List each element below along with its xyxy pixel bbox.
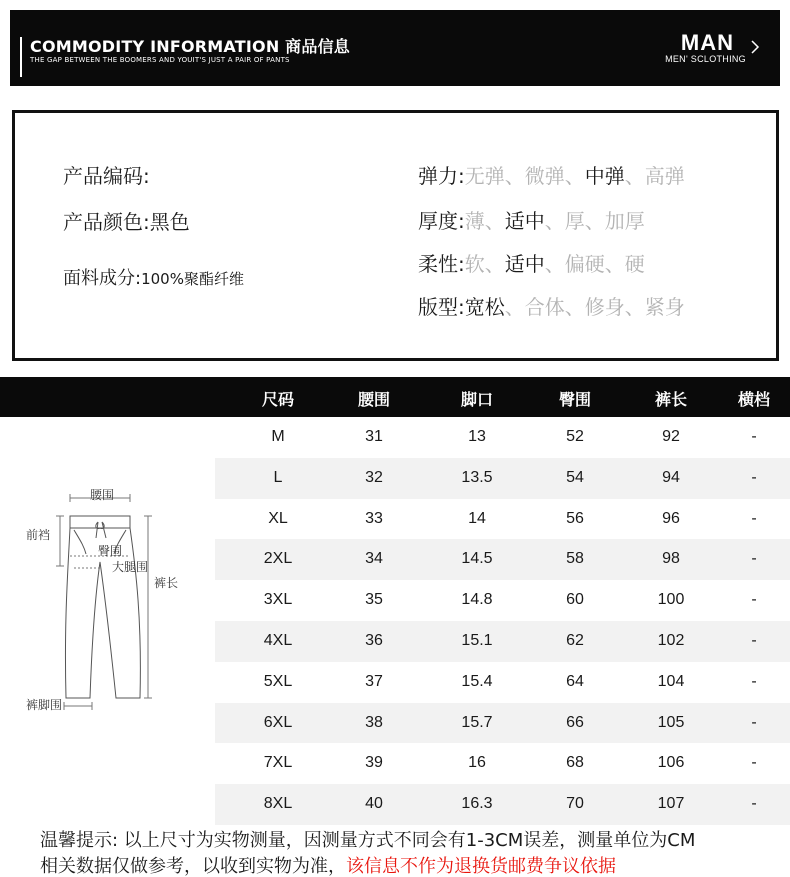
table-row: [215, 539, 790, 580]
elasticity: [418, 160, 685, 189]
note-line-1: 温馨提示: 以上尺寸为实物测量，因测量方式不同会有1-3CM误差，测量单位为CM: [40, 830, 696, 851]
table-cell: 92: [662, 428, 680, 445]
table-cell: 13.5: [461, 468, 493, 486]
table-cell: 15.7: [461, 713, 493, 731]
table-cell: -: [751, 509, 757, 527]
table-cell: 16: [468, 754, 486, 772]
table-cell: -: [751, 672, 757, 690]
elasticity-selected: 中弹: [584, 164, 625, 188]
table-cell: 14: [468, 509, 486, 527]
chevron-right-icon: [750, 40, 760, 54]
table-cell: 4XL: [263, 631, 293, 649]
table-cell: 105: [657, 713, 685, 731]
product-color-label: 产品颜色:: [63, 210, 150, 234]
table-cell: 14.5: [461, 550, 493, 568]
product-color: [63, 206, 190, 235]
size-table-header: [0, 377, 790, 417]
table-cell: 39: [365, 754, 383, 772]
brand-name: MAN: [680, 30, 734, 55]
elasticity-option: 无弹、: [464, 164, 525, 188]
table-cell: 33: [365, 509, 383, 527]
header-length: 裤长: [654, 390, 688, 409]
fit-type: [418, 291, 685, 320]
header-size: 尺码: [261, 390, 295, 409]
thickness: [418, 205, 645, 234]
table-row: [215, 499, 790, 540]
softness: [418, 248, 645, 277]
note-disclaimer: 该信息不作为退换货邮费争议依据: [346, 856, 616, 877]
elasticity-label: 弹力:: [418, 164, 465, 188]
table-cell: M: [271, 428, 285, 445]
table-cell: -: [751, 468, 757, 486]
table-cell: -: [751, 591, 757, 609]
table-cell: 5XL: [263, 672, 293, 690]
table-cell: 106: [657, 754, 685, 772]
note-line-2: [40, 852, 616, 877]
table-cell: 36: [365, 631, 383, 649]
thickness-label: 厚度:: [418, 209, 465, 233]
table-row: [215, 662, 790, 703]
softness-label: 柔性:: [418, 252, 465, 276]
table-cell: -: [751, 795, 757, 813]
diagram-label-waist: 腰围: [90, 488, 115, 502]
diagram-label-length: 裤长: [154, 576, 179, 590]
fit-option: 、合体、修身、紧身: [504, 295, 685, 319]
table-cell: 32: [365, 468, 383, 486]
table-cell: 14.8: [461, 591, 493, 609]
table-cell: XL: [268, 509, 288, 527]
table-cell: 38: [365, 713, 383, 731]
table-cell: 104: [657, 672, 685, 690]
banner-title: COMMODITY INFORMATION 商品信息: [30, 37, 350, 56]
table-cell: 58: [566, 550, 584, 568]
product-code: [63, 160, 150, 189]
diagram-label-hem: 裤脚围: [26, 698, 63, 712]
product-fabric-value: 100%聚酯纤维: [141, 270, 244, 288]
fit-label: 版型:: [418, 295, 465, 319]
table-cell: 2XL: [263, 550, 293, 568]
table-row: [215, 743, 790, 784]
table-cell: 15.1: [461, 631, 493, 649]
table-row: [215, 784, 790, 825]
header-hip: 臀围: [558, 390, 592, 409]
table-cell: 8XL: [263, 795, 293, 813]
softness-option: 、偏硬、硬: [544, 252, 645, 276]
table-cell: 13: [468, 428, 486, 445]
table-row: [215, 621, 790, 662]
elasticity-option: 微弹、: [524, 164, 585, 188]
banner-accent-bar: [20, 37, 22, 77]
table-cell: 3XL: [263, 591, 293, 609]
table-row: [215, 580, 790, 621]
table-cell: L: [273, 468, 283, 486]
table-cell: 37: [365, 672, 383, 690]
table-cell: 40: [365, 795, 383, 813]
table-cell: -: [751, 713, 757, 731]
table-row: [215, 458, 790, 499]
table-cell: -: [751, 550, 757, 568]
banner-subtitle: THE GAP BETWEEN THE BOOMERS AND YOUIT'S JUST A PAIR OF PANTS: [30, 56, 290, 64]
product-fabric: [63, 264, 244, 290]
elasticity-option: 、高弹: [624, 164, 685, 188]
brand-subtitle: MEN' SCLOTHING: [665, 54, 746, 64]
table-cell: 107: [657, 795, 685, 813]
note-line-2-text: 相关数据仅做参考，以收到实物为准，: [40, 856, 346, 877]
product-fabric-label: 面料成分:: [63, 268, 142, 289]
table-cell: 70: [566, 795, 584, 813]
table-cell: -: [751, 428, 757, 445]
table-cell: -: [751, 754, 757, 772]
table-row: [215, 417, 790, 458]
table-cell: 64: [566, 672, 584, 690]
table-cell: 54: [566, 468, 584, 486]
pants-outline-icon: [24, 480, 194, 720]
product-info-box: [12, 110, 779, 361]
table-cell: 31: [365, 428, 383, 445]
header-banner: [10, 10, 780, 86]
product-color-value: 黑色: [149, 210, 190, 234]
diagram-label-thigh: 大腿围: [112, 560, 149, 574]
softness-option: 软、: [464, 252, 505, 276]
header-hem: 脚口: [460, 390, 494, 409]
table-cell: 6XL: [263, 713, 293, 731]
table-cell: 98: [662, 550, 680, 568]
product-code-label: 产品编码:: [63, 164, 150, 188]
table-cell: 34: [365, 550, 383, 568]
table-cell: 35: [365, 591, 383, 609]
table-cell: 66: [566, 713, 584, 731]
table-cell: 52: [566, 428, 584, 445]
fit-selected: 宽松: [464, 295, 505, 319]
pants-measurement-diagram: [24, 480, 194, 720]
thickness-option: 、厚、加厚: [544, 209, 645, 233]
table-cell: 100: [657, 591, 685, 609]
table-row: [215, 703, 790, 744]
softness-selected: 适中: [504, 252, 545, 276]
table-cell: 96: [662, 509, 680, 527]
size-table-body: [215, 417, 790, 825]
table-cell: 16.3: [461, 795, 493, 813]
table-cell: -: [751, 631, 757, 649]
table-cell: 94: [662, 468, 680, 486]
table-cell: 60: [566, 591, 584, 609]
table-cell: 102: [657, 631, 685, 649]
diagram-label-hip: 臀围: [98, 544, 123, 558]
header-crotch: 横档: [737, 390, 771, 409]
thickness-selected: 适中: [504, 209, 545, 233]
diagram-label-front-rise: 前裆: [26, 528, 51, 542]
thickness-option: 薄、: [464, 209, 505, 233]
table-cell: 7XL: [263, 754, 293, 772]
table-cell: 68: [566, 754, 584, 772]
table-cell: 56: [566, 509, 584, 527]
header-waist: 腰围: [357, 390, 391, 409]
table-cell: 62: [566, 631, 584, 649]
table-cell: 15.4: [461, 672, 493, 690]
